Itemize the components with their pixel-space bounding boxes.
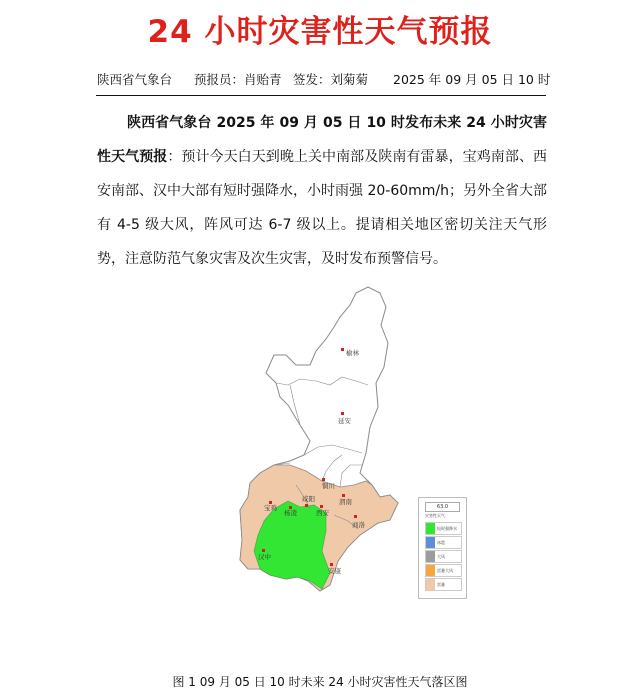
city-label-weinan: 渭南	[339, 499, 352, 506]
city-dot-weinan	[342, 494, 345, 497]
legend-item: 雷暴大风	[425, 564, 462, 577]
city-label-xianyang: 咸阳	[302, 496, 315, 503]
header-rule	[96, 95, 546, 96]
legend-swatch	[426, 565, 435, 576]
forecast-lead: 陕西省气象台 2025 年 09 月 05 日 10 时发布未来 24 小时灾害性天气预报	[97, 115, 547, 165]
figure-caption: 图 1 09 月 05 日 10 时未来 24 小时灾害性天气落区图	[172, 675, 468, 689]
city-dot-ankang	[330, 563, 333, 566]
page-title: 24 小时灾害性天气预报	[147, 14, 493, 50]
city-label-yangling: 杨凌	[284, 510, 297, 517]
forecast-body	[97, 106, 547, 276]
signer: 签发：刘菊菊	[293, 72, 369, 87]
legend-item: 大风	[425, 550, 462, 563]
city-dot-yulin	[341, 348, 344, 351]
issuer-line	[97, 70, 551, 90]
city-label-xian: 西安	[316, 510, 329, 517]
city-dot-yanan	[341, 412, 344, 415]
legend-title: 灾害性天气	[425, 513, 445, 518]
city-dot-tongchuan	[322, 478, 325, 481]
map-legend	[418, 497, 467, 599]
legend-swatch	[426, 579, 435, 590]
forecast-text: ：预计今天白天到晚上关中南部及陕南有雷暴，宝鸡南部、西安南部、汉中大部有短时强降水，小时雨强 20-60mm/h；另外全省大部有 4-5 级大风，阵风可达 6-7 级以上。提请相关地区密切关注天气形势，注意防范气象灾害及次生灾害，及时发布预警信号。	[97, 149, 548, 267]
city-dot-baoji	[269, 501, 272, 504]
legend-item: 雷暴	[425, 578, 462, 591]
issue-datetime: 2025 年 09 月 05 日 10 时	[393, 72, 551, 87]
legend-item: 短时强降水	[425, 522, 462, 535]
city-label-ankang: 安康	[328, 568, 341, 575]
city-dot-xian	[320, 505, 323, 508]
legend-swatch	[426, 523, 435, 534]
city-dot-hanzhong	[262, 549, 265, 552]
city-label-tongchuan: 铜川	[322, 483, 335, 490]
city-label-baoji: 宝鸡	[264, 505, 277, 512]
city-label-yanan: 延安	[338, 418, 351, 425]
city-dot-shangluo	[354, 515, 357, 518]
legend-item: 冰雹	[425, 536, 462, 549]
legend-swatch	[426, 537, 435, 548]
city-label-hanzhong: 汉中	[258, 554, 271, 561]
city-dot-yangling	[289, 506, 292, 509]
legend-value: 63.0	[425, 502, 460, 512]
legend-swatch	[426, 551, 435, 562]
issuer-org: 陕西省气象台	[97, 72, 173, 87]
city-label-yulin: 榆林	[346, 350, 359, 357]
forecaster: 预报员：肖贻青	[194, 72, 282, 87]
city-label-shangluo: 商洛	[352, 522, 365, 529]
city-dot-xianyang	[305, 504, 308, 507]
